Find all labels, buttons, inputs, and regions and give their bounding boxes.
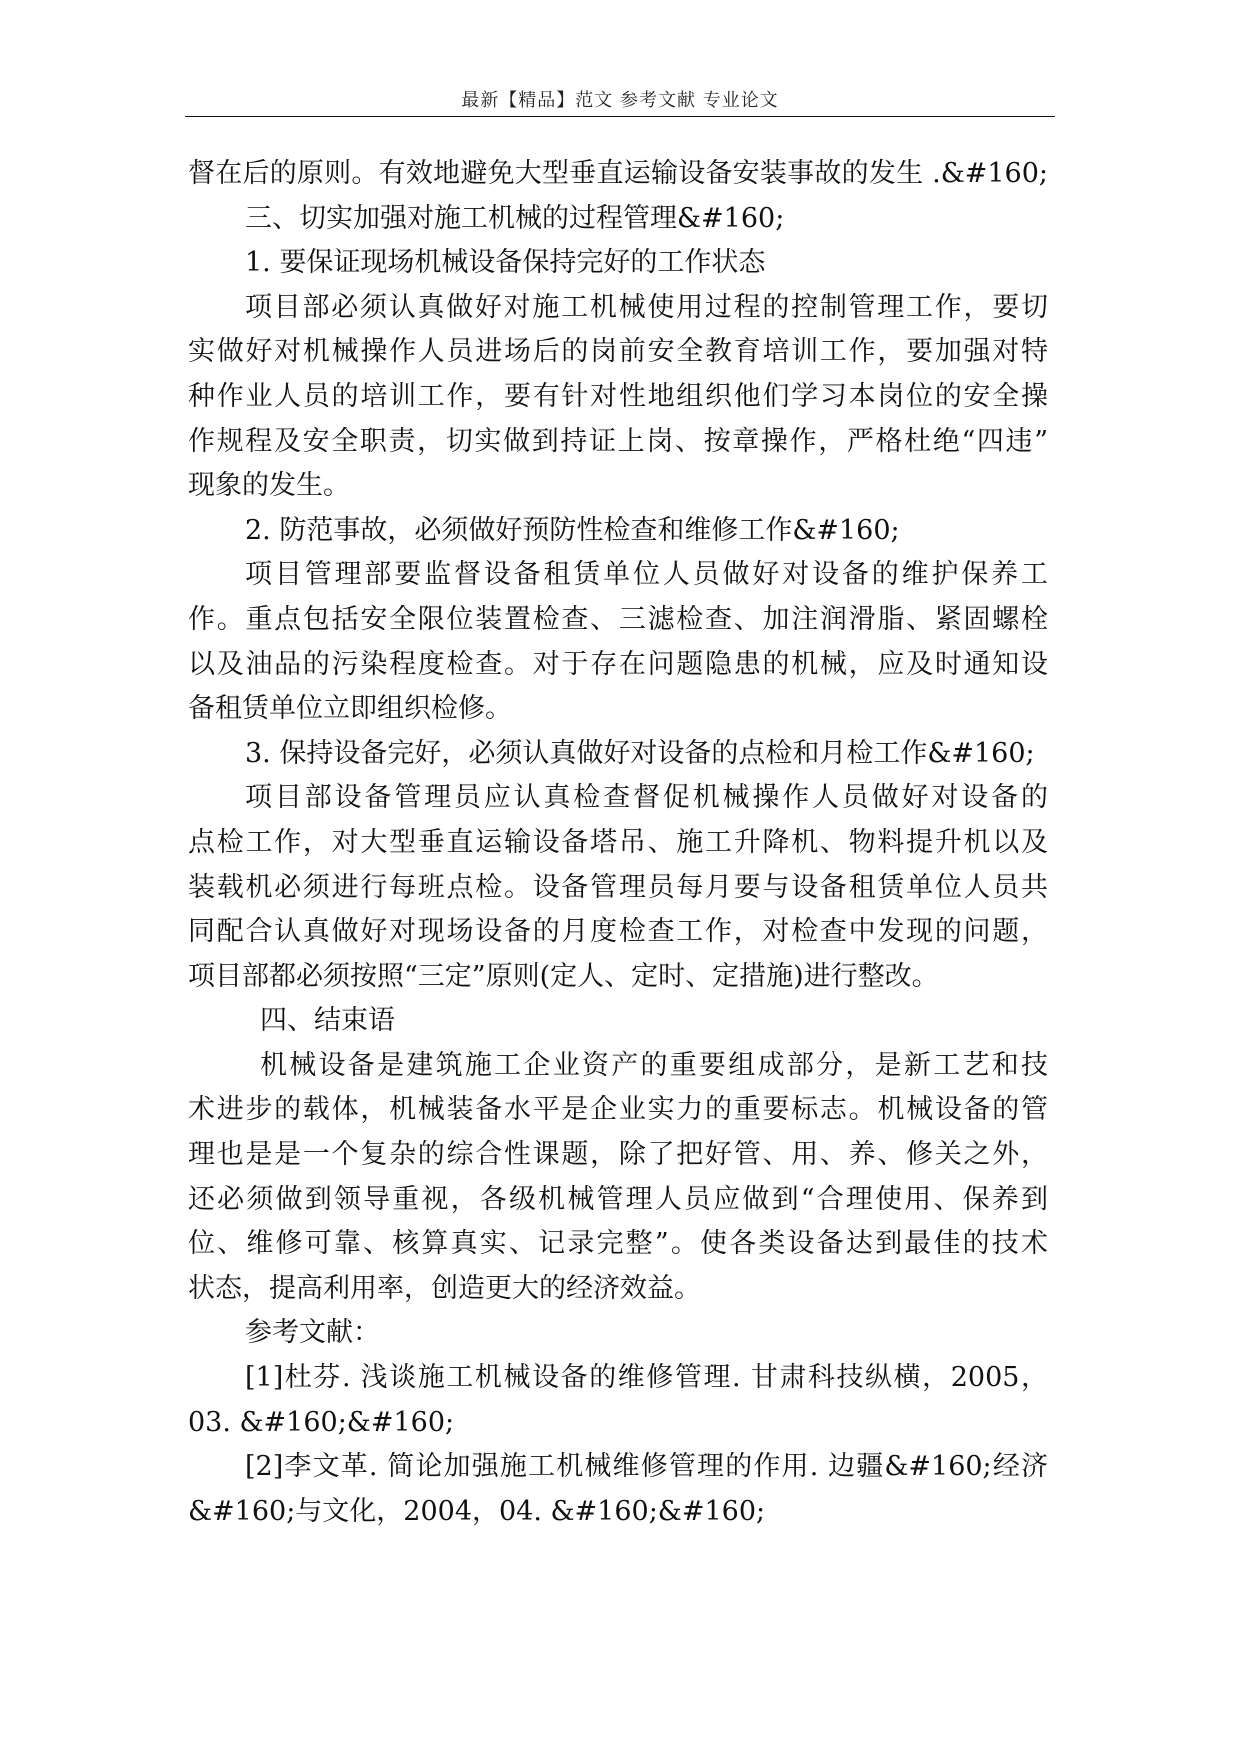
reference-entry: [1]杜芬. 浅谈施工机械设备的维修管理. 甘肃科技纵横，2005， [245,1362,1048,1394]
subsection-heading: 1. 要保证现场机械设备保持完好的工作状态 [245,247,766,279]
paragraph-line: 机械设备是建筑施工企业资产的重要组成部分，是新工艺和技 [260,1049,1048,1081]
paragraph-line: 状态，提高利用率，创造更大的经济效益。 [188,1272,701,1304]
paragraph-line: 位、维修可靠、核算真实、记录完整”。使各类设备达到最佳的技术 [188,1228,1048,1260]
subsection-heading: 2. 防范事故，必须做好预防性检查和维修工作&#160; [245,514,900,546]
page-header: 最新【精品】范文 参考文献 专业论文 [461,90,779,111]
subsection-heading: 3. 保持设备完好，必须认真做好对设备的点检和月检工作&#160; [245,737,1035,769]
references-heading: 参考文献： [245,1317,380,1349]
header-rule [185,116,1055,117]
paragraph-line: 作。重点包括安全限位装置检查、三滤检查、加注润滑脂、紧固螺栓 [188,603,1048,635]
paragraph-line: 项目管理部要监督设备租赁单位人员做好对设备的维护保养工 [245,559,1048,591]
paragraph-line: 现象的发生。 [188,470,350,502]
paragraph-line: 术进步的载体，机械装备水平是企业实力的重要标志。机械设备的管 [188,1094,1048,1126]
reference-entry: 03. &#160;&#160; [188,1406,455,1438]
paragraph-line: 督在后的原则。有效地避免大型垂直运输设备安装事故的发生 .&#160; [188,158,1048,189]
reference-entry: [2]李文革. 简论加强施工机械维修管理的作用. 边疆&#160;经济 [245,1451,1048,1483]
paragraph-line: 同配合认真做好对现场设备的月度检查工作，对检查中发现的问题， [188,916,1048,948]
paragraph-line: 项目部都必须按照“三定”原则(定人、定时、定措施)进行整改。 [188,960,939,992]
paragraph-line: 实做好对机械操作人员进场后的岗前安全教育培训工作，要加强对特 [188,336,1048,368]
paragraph-line: 种作业人员的培训工作，要有针对性地组织他们学习本岗位的安全操 [188,380,1048,412]
paragraph-line: 备租赁单位立即组织检修。 [188,693,512,725]
paragraph-line: 作规程及安全职责，切实做到持证上岗、按章操作，严格杜绝“四违” [188,425,1048,457]
paragraph-line: 点检工作，对大型垂直运输设备塔吊、施工升降机、物料提升机以及 [188,826,1048,858]
section-heading: 四、结束语 [260,1005,395,1037]
paragraph-line: 项目部设备管理员应认真检查督促机械操作人员做好对设备的 [245,782,1048,814]
reference-entry: &#160;与文化，2004，04. &#160;&#160; [188,1495,766,1527]
paragraph-line: 还必须做到领导重视，各级机械管理人员应做到“合理使用、保养到 [188,1183,1048,1215]
paragraph-line: 装载机必须进行每班点检。设备管理员每月要与设备租赁单位人员共 [188,871,1048,903]
paragraph-line: 项目部必须认真做好对施工机械使用过程的控制管理工作，要切 [245,291,1048,323]
document-body [188,152,1048,1534]
section-heading: 三、切实加强对施工机械的过程管理&#160; [245,202,785,234]
paragraph-line: 以及油品的污染程度检查。对于存在问题隐患的机械，应及时通知设 [188,648,1048,680]
paragraph-line: 理也是是一个复杂的综合性课题，除了把好管、用、养、修关之外， [188,1139,1048,1171]
